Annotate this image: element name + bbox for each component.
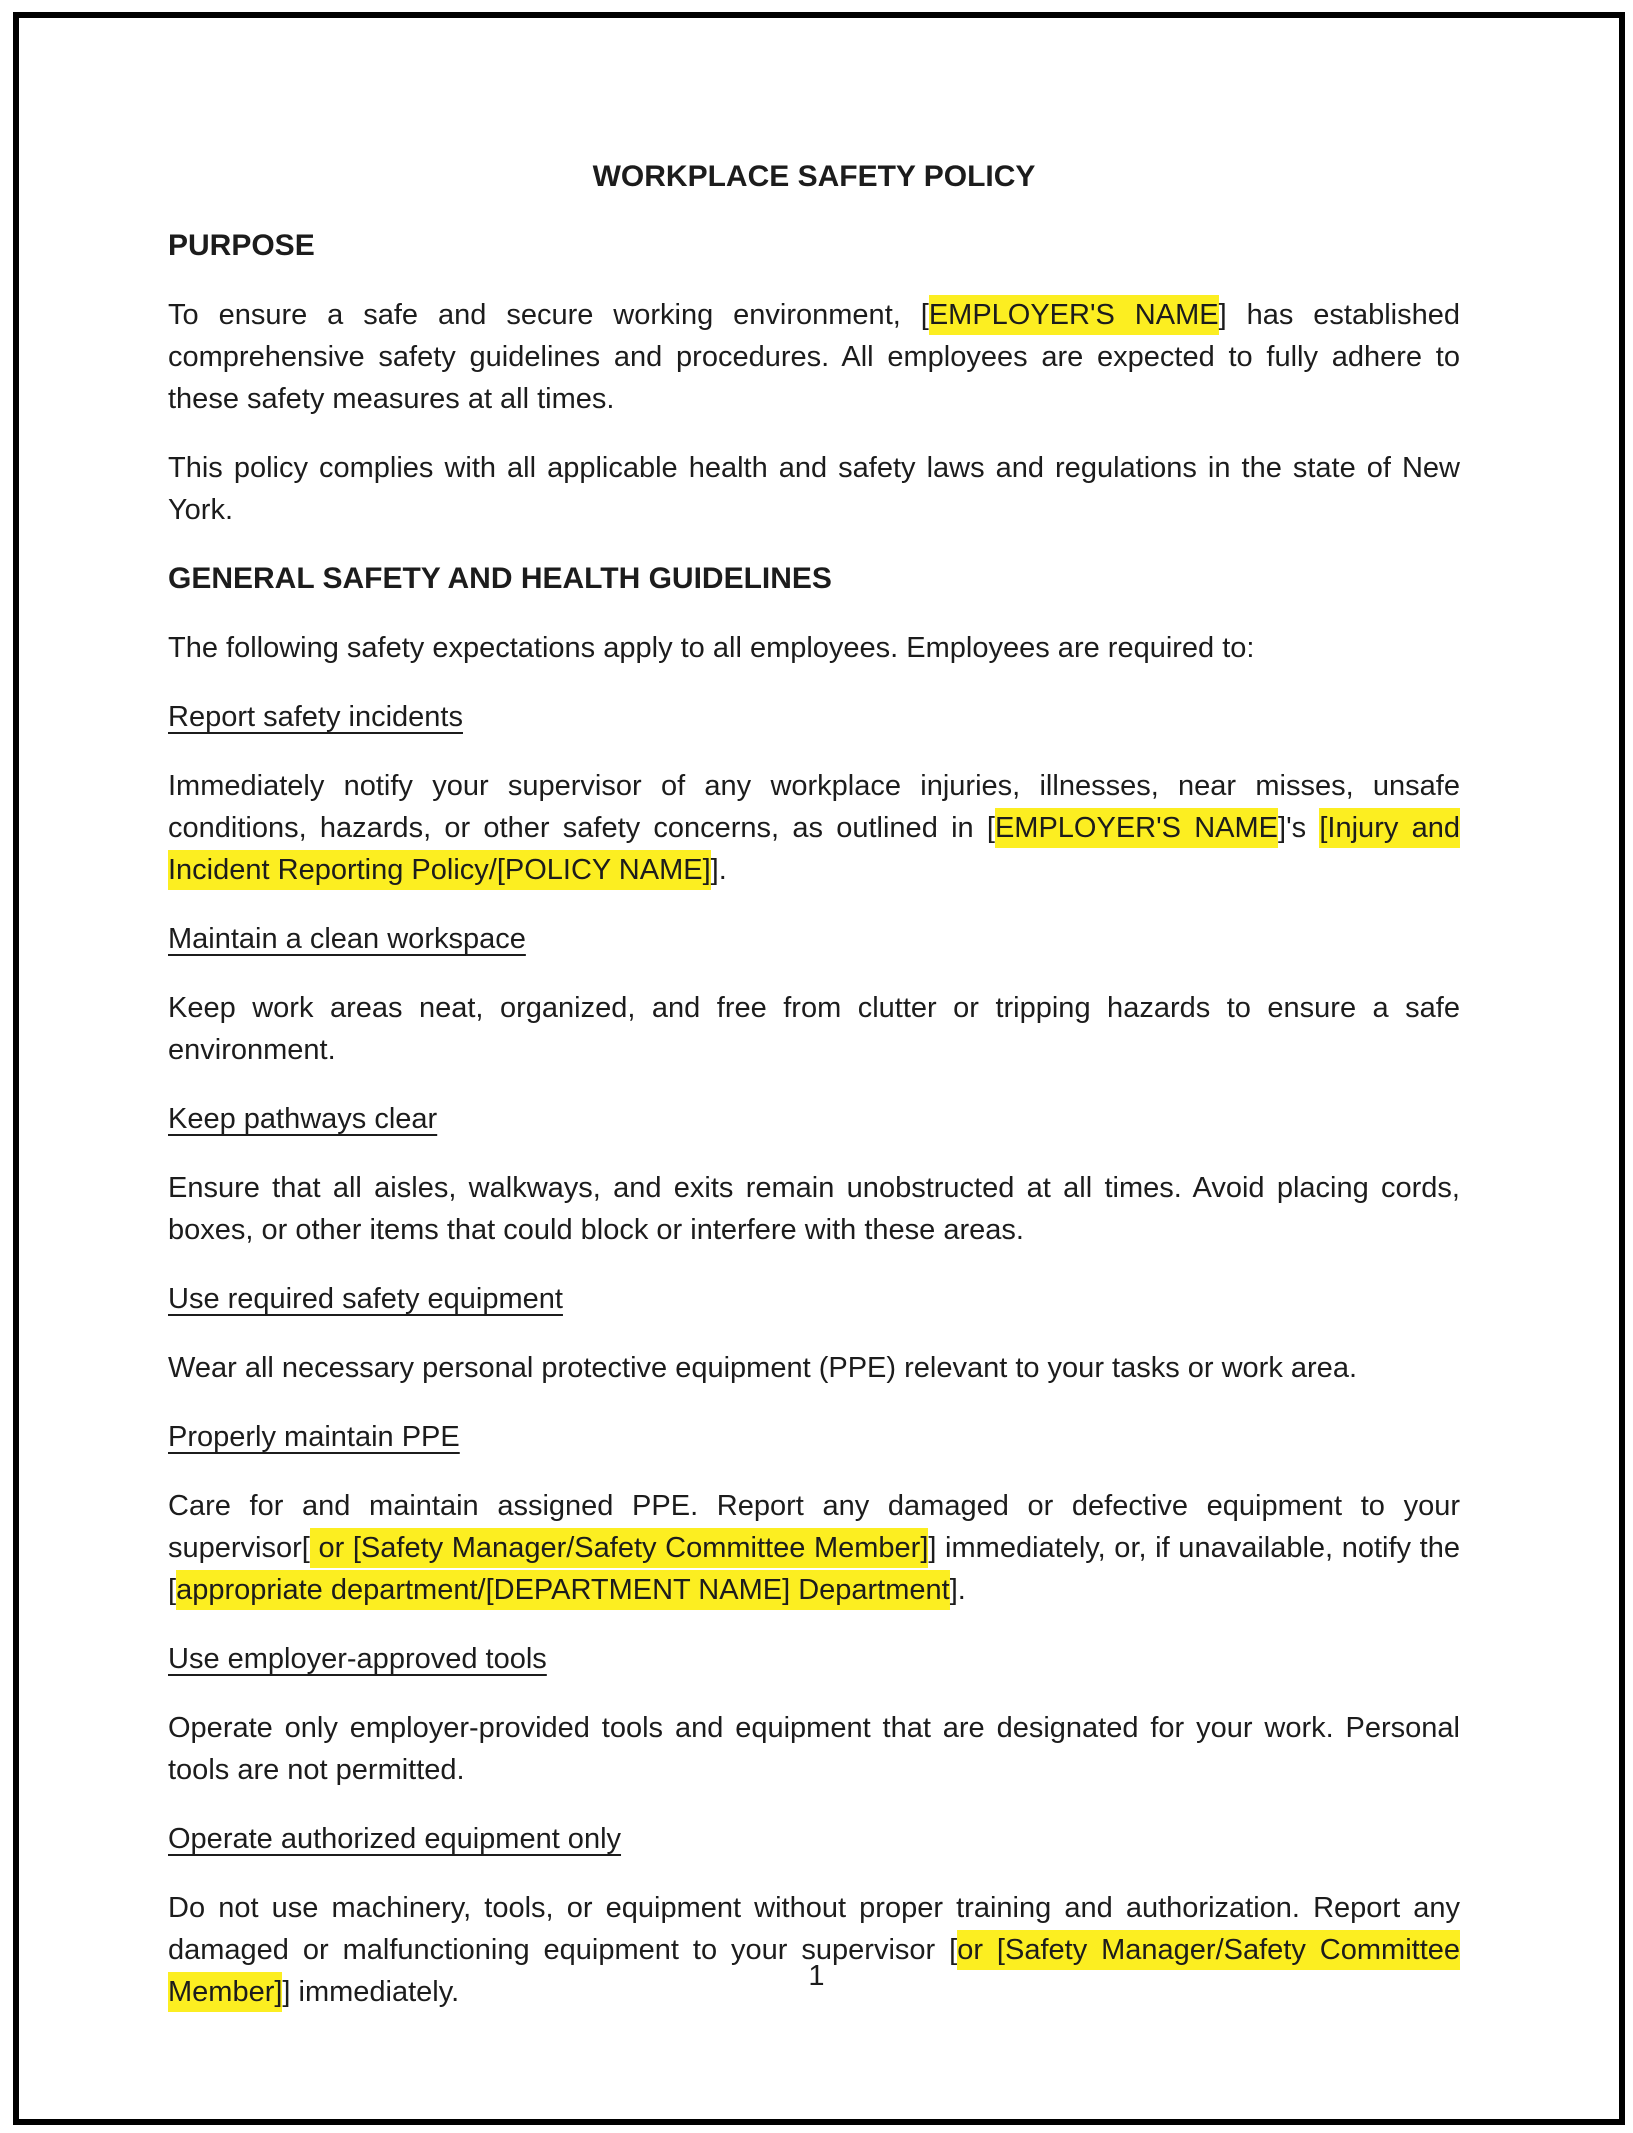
subheading-properly-maintain-ppe: Properly maintain PPE — [168, 1421, 460, 1453]
paragraph-authorized-body — [168, 1887, 1460, 2013]
heading-purpose: PURPOSE — [168, 229, 315, 262]
paragraph-purpose-intro — [168, 294, 1460, 420]
paragraph-tools-body: Operate only employer-provided tools and equipment that are designated for your work. Personal tools are not permitted. — [168, 1712, 1460, 1786]
document-title: WORKPLACE SAFETY POLICY — [592, 160, 1036, 193]
subheading-maintain-clean-workspace: Maintain a clean workspace — [168, 923, 526, 955]
highlight-policy-name: [Injury and Incident Reporting Policy/[POLICY NAME] — [168, 808, 1460, 890]
subheading-report-safety-incidents: Report safety incidents — [168, 701, 463, 733]
subheading-keep-pathways-clear: Keep pathways clear — [168, 1103, 438, 1135]
highlight-employers-name: EMPLOYER'S NAME — [929, 295, 1219, 335]
paragraph-clean-body: Keep work areas neat, organized, and free from clutter or tripping hazards to ensure a safe environment. — [168, 992, 1460, 1066]
text-segment: ] immediately, or, if unavailable, notify the [ — [168, 1532, 1460, 1606]
text-segment: Care for and maintain assigned PPE. Report any damaged or defective equipment to your supervisor[ — [168, 1490, 1460, 1564]
paragraph-compliance: This policy complies with all applicable health and safety laws and regulations in the state of New York. — [168, 452, 1460, 526]
subheading-use-employer-approved-tools: Use employer-approved tools — [168, 1643, 547, 1675]
paragraph-expectations-intro: The following safety expectations apply to all employees. Employees are required to: — [168, 632, 1255, 664]
text-segment: ]. — [710, 854, 727, 886]
text-segment: ] has established comprehensive safety guidelines and procedures. All employees are expected to fully adhere to these safety measures at all times. — [168, 299, 1460, 415]
paragraph-ppe-body — [168, 1485, 1460, 1611]
subheading-operate-authorized-equipment: Operate authorized equipment only — [168, 1823, 622, 1855]
subheading-use-required-safety-equipment: Use required safety equipment — [168, 1283, 563, 1315]
document-content — [168, 0, 1460, 2040]
text-segment: ]'s — [1278, 812, 1320, 844]
text-segment: ] immediately. — [282, 1976, 460, 2008]
paragraph-report-body — [168, 765, 1460, 891]
text-segment: Do not use machinery, tools, or equipment without proper training and authorization. Report any damaged or malfunctioning equipment to your supervisor [ — [168, 1892, 1460, 1966]
page-number: 1 — [808, 1960, 825, 1992]
heading-general-safety: GENERAL SAFETY AND HEALTH GUIDELINES — [168, 562, 832, 595]
paragraph-equipment-body: Wear all necessary personal protective equipment (PPE) relevant to your tasks or work area. — [168, 1352, 1357, 1384]
highlight-safety-manager: or [Safety Manager/Safety Committee Member] — [310, 1528, 929, 1568]
text-segment: ]. — [949, 1574, 966, 1606]
text-segment: To ensure a safe and secure working environment, [ — [168, 299, 929, 331]
text-segment: Immediately notify your supervisor of any workplace injuries, illnesses, near misses, unsafe conditions, hazards, or other safety concerns, as outlined in [ — [168, 770, 1460, 844]
highlight-safety-manager: or [Safety Manager/Safety Committee Member] — [168, 1930, 1460, 2012]
highlight-employers-name: EMPLOYER'S NAME — [995, 808, 1278, 848]
highlight-department-name: appropriate department/[DEPARTMENT NAME] Department — [176, 1570, 950, 1610]
paragraph-pathways-body: Ensure that all aisles, walkways, and exits remain unobstructed at all times. Avoid placing cords, boxes, or other items that could block or interfere with these areas. — [168, 1172, 1460, 1246]
